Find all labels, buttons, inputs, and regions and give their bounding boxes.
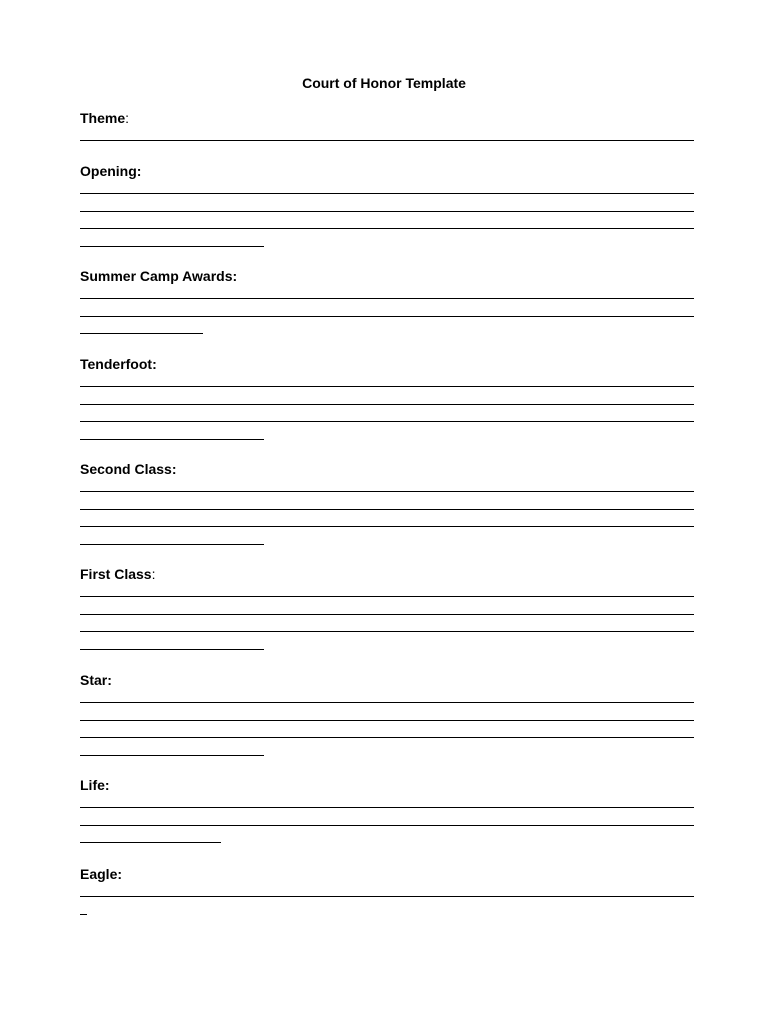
blank-write-in-line[interactable] [80,842,221,843]
blank-write-in-line[interactable] [80,702,694,703]
blank-write-in-line[interactable] [80,544,264,545]
blank-write-in-line[interactable] [80,825,694,826]
blank-write-in-line[interactable] [80,140,694,141]
blank-write-in-line[interactable] [80,193,694,194]
section-colon: : [125,110,130,126]
section-label: Theme [80,110,126,126]
section-colon: : [107,672,112,688]
blank-write-in-line[interactable] [80,439,264,440]
blank-write-in-line[interactable] [80,755,264,756]
blank-write-in-line[interactable] [80,596,694,597]
blank-write-in-line[interactable] [80,614,694,615]
blank-write-in-line[interactable] [80,526,694,527]
blank-write-in-line[interactable] [80,228,694,229]
blank-write-in-line[interactable] [80,491,694,492]
blank-write-in-line[interactable] [80,509,694,510]
section-heading-life [80,776,110,794]
section-heading-second-class [80,460,177,478]
section-label: First Class [80,566,152,582]
section-colon: : [136,163,142,179]
blank-write-in-line[interactable] [80,914,87,915]
section-label: Tenderfoot [80,356,153,372]
section-colon: : [232,268,238,284]
section-heading-theme [80,109,129,127]
blank-write-in-line[interactable] [80,737,694,738]
section-heading-tenderfoot [80,355,157,373]
section-heading-opening [80,162,141,180]
section-label: Star [80,672,108,688]
section-heading-summer-camp-awards [80,267,237,285]
section-label: Second Class [80,461,172,477]
blank-write-in-line[interactable] [80,421,694,422]
section-colon: : [104,777,110,793]
section-heading-eagle [80,865,122,883]
blank-write-in-line[interactable] [80,649,264,650]
blank-write-in-line[interactable] [80,720,694,721]
blank-write-in-line[interactable] [80,631,694,632]
blank-write-in-line[interactable] [80,386,694,387]
section-heading-star [80,671,112,689]
blank-write-in-line[interactable] [80,298,694,299]
blank-write-in-line[interactable] [80,316,694,317]
section-colon: : [117,866,123,882]
section-colon: : [151,566,156,582]
document-title: Court of Honor Template [302,75,466,91]
blank-write-in-line[interactable] [80,333,203,334]
section-colon: : [171,461,177,477]
blank-write-in-line[interactable] [80,896,694,897]
blank-write-in-line[interactable] [80,211,694,212]
blank-write-in-line[interactable] [80,807,694,808]
section-label: Opening [80,163,137,179]
blank-write-in-line[interactable] [80,404,694,405]
section-label: Life [80,777,105,793]
section-heading-first-class [80,565,155,583]
section-label: Summer Camp Awards [80,268,233,284]
blank-write-in-line[interactable] [80,246,264,247]
section-colon: : [152,356,157,372]
section-label: Eagle [80,866,118,882]
